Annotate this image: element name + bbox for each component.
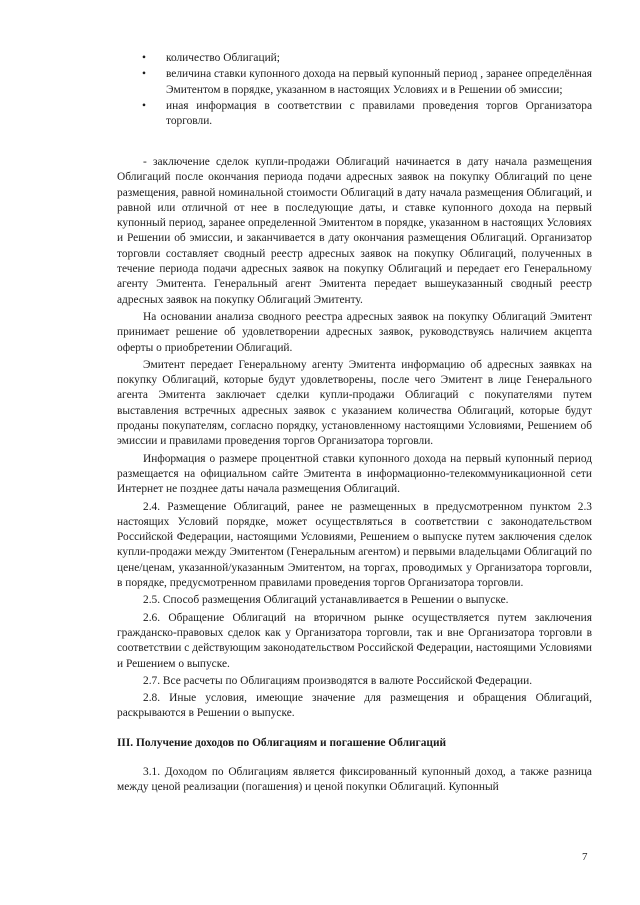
bullet-icon: •	[142, 52, 146, 64]
paragraph-2-6: 2.6. Обращение Облигаций на вторичном рынке осуществляется путем заключения гражданско-правовых сделок как у Организатора торговли, так и вне Организатора торговли в соответствии с действующим законодательством Российской Федерации, настоящими Условиями и Решением о выпуске.	[117, 611, 592, 670]
paragraph-registry-analysis: На основании анализа сводного реестра адресных заявок на покупку Облигаций Эмитент принимает решение об удовлетворении адресных заявок, руководствуясь наличием акцепта оферты о приобретении Облигаций.	[117, 310, 592, 354]
document-body	[117, 155, 592, 798]
list-item	[140, 99, 592, 130]
paragraph-2-4: 2.4. Размещение Облигаций, ранее не размещенных в предусмотренном пунктом 2.3 настоящих Условий порядке, может осуществляться в соответствии с законодательством Российской Федерации, настоящими Условиями, Решением о выпуске путем заключения сделок купли-продажи между Эмитентом (Генеральным агентом) и первыми владельцами Облигаций по цене/ценам, указанной/указанным Эмитентом, на торгах, проводимых у Организатора торговли, в порядке, предусмотренном правилами проведения торгов Организатора торговли.	[117, 500, 592, 590]
bullet-text: иная информация в соответствии с правилами проведения торгов Организатора торговли.	[166, 99, 592, 128]
bullet-icon: •	[142, 99, 146, 112]
section-heading: III. Получение доходов по Облигациям и погашение Облигаций	[117, 736, 447, 749]
paragraph-2-7: 2.7. Все расчеты по Облигациям производятся в валюте Российской Федерации.	[143, 674, 533, 687]
paragraph-deal-conclusion: - заключение сделок купли-продажи Облигаций начинается в дату начала размещения Облигаций после окончания периода подачи адресных заявок на покупку Облигаций по цене размещения, равной номинальной стоимости Облигаций в дату начала размещения Облигаций, и равной или отличной от нее в последующие даты, и ставке купонного дохода на первый купонный период, заранее определенной Эмитентом в порядке, указанном в настоящих Условиях и Решении об эмиссии, и заканчивается в дату окончания размещения Облигаций. Организатор торговли составляет сводный реестр адресных заявок на покупку Облигаций, полученных в течение периода подачи адресных заявок на покупку Облигаций и передает его Генеральному агенту Эмитента. Генеральный агент Эмитента передает вышеуказанный сводный реестр адресных заявок на покупку Облигаций Эмитенту.	[117, 156, 592, 306]
paragraph-2-5: 2.5. Способ размещения Облигаций устанавливается в Решении о выпуске.	[143, 594, 509, 607]
paragraph-general-agent: Эмитент передает Генеральному агенту Эмитента информацию об адресных заявках на покупку Облигаций, которые будут удовлетворены, после чего Эмитент в лице Генерального агента Эмитента заключает сделки купли-продажи Облигаций с покупателями путем выставления встречных адресных заявок с указанием количества Облигаций, которые будут проданы покупателям, согласно порядку, установленному настоящими Условиями, Решением об эмиссии и правилами проведения торгов Организатора торговли.	[117, 358, 592, 448]
list-item	[140, 67, 592, 98]
page-number: 7	[582, 851, 588, 863]
paragraph-coupon-rate-info: Информация о размере процентной ставки купонного дохода на первый купонный период размещается на официальном сайте Эмитента в информационно-телекоммуникационной сети Интернет не позднее даты начала размещения Облигаций.	[117, 452, 592, 496]
bullet-list	[140, 51, 592, 129]
bullet-text: величина ставки купонного дохода на первый купонный период , заранее определённая Эмитентом в порядке, указанном в настоящих Условиях и в Решении об эмиссии;	[166, 68, 592, 96]
bullet-icon: •	[142, 68, 146, 81]
bullet-text: количество Облигаций;	[166, 52, 280, 64]
paragraph-2-8: 2.8. Иные условия, имеющие значение для размещения и обращения Облигаций, раскрываются в Решении о выпуске.	[117, 692, 592, 720]
paragraph-3-1: 3.1. Доходом по Облигациям является фиксированный купонный доход, а также разница между ценой реализации (погашения) и ценой покупки Облигаций. Купонный	[117, 765, 592, 794]
list-item	[140, 51, 592, 66]
